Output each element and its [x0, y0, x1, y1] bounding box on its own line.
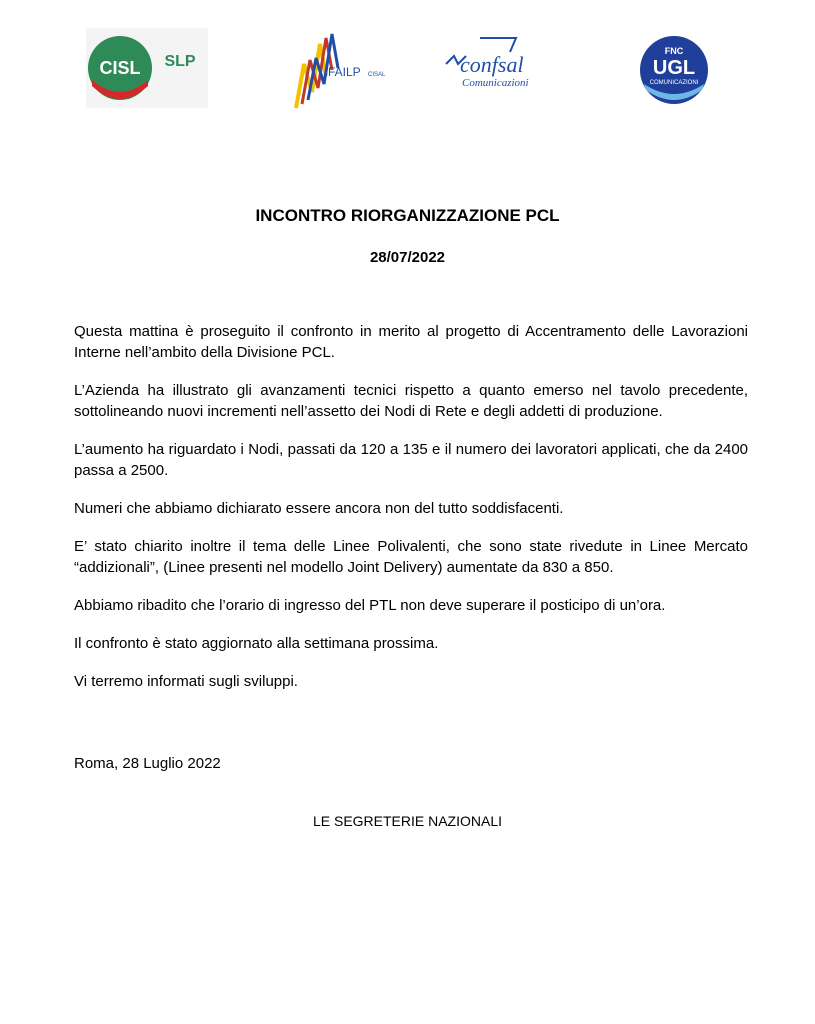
document-date: 28/07/2022	[369, 249, 446, 266]
fnc-ugl-logo	[638, 34, 710, 106]
failp-text: FAILP	[328, 65, 361, 79]
paragraph: Numeri che abbiamo dichiarato essere ancora non del tutto soddisfacenti.	[74, 500, 564, 517]
ugl-comunicazioni-text: COMUNICAZIONI	[649, 80, 699, 86]
paragraph: Abbiamo ribadito che l’orario di ingresso del PTL non deve superare il posticipo di un’ora.	[74, 597, 666, 614]
cisal-text: CISAL	[368, 72, 386, 78]
document-body	[74, 321, 748, 709]
paragraph: L’aumento ha riguardato i Nodi, passati da 120 a 135 e il numero dei lavoratori applicati, che da 2400 passa a 2500.	[74, 441, 748, 479]
signature: LE SEGRETERIE NAZIONALI	[312, 813, 503, 829]
slp-text: SLP	[164, 53, 196, 70]
cisl-text: CISL	[99, 58, 141, 78]
paragraph: L’Azienda ha illustrato gli avanzamenti tecnici rispetto a quanto emerso nel tavolo precedente, sottolineando nuovi incrementi nell’assetto dei Nodi di Rete e degli addetti di produzione.	[74, 382, 748, 420]
cisl-slp-logo	[86, 28, 208, 108]
document-title: INCONTRO RIORGANIZZAZIONE PCL	[255, 206, 560, 225]
paragraph: E’ stato chiarito inoltre il tema delle Linee Polivalenti, che sono state rivedute in Linee Mercato “addizionali”, (Linee presenti nel modello Joint Delivery) aumentate da 830 a 850.	[74, 538, 748, 576]
paragraph: Questa mattina è proseguito il confronto in merito al progetto di Accentramento delle Lavorazioni Interne nell’ambito della Divisione PCL.	[74, 323, 748, 361]
confsal-text: confsal	[460, 52, 524, 77]
fnc-text: FNC	[664, 46, 684, 56]
failp-cisal-logo	[290, 30, 390, 110]
confsal-logo	[440, 34, 550, 94]
comunicazioni-text: Comunicazioni	[462, 77, 529, 89]
ugl-text: UGL	[652, 57, 696, 79]
place-and-date: Roma, 28 Luglio 2022	[74, 755, 221, 772]
paragraph: Il confronto è stato aggiornato alla settimana prossima.	[74, 635, 439, 652]
paragraph: Vi terremo informati sugli sviluppi.	[74, 673, 298, 690]
